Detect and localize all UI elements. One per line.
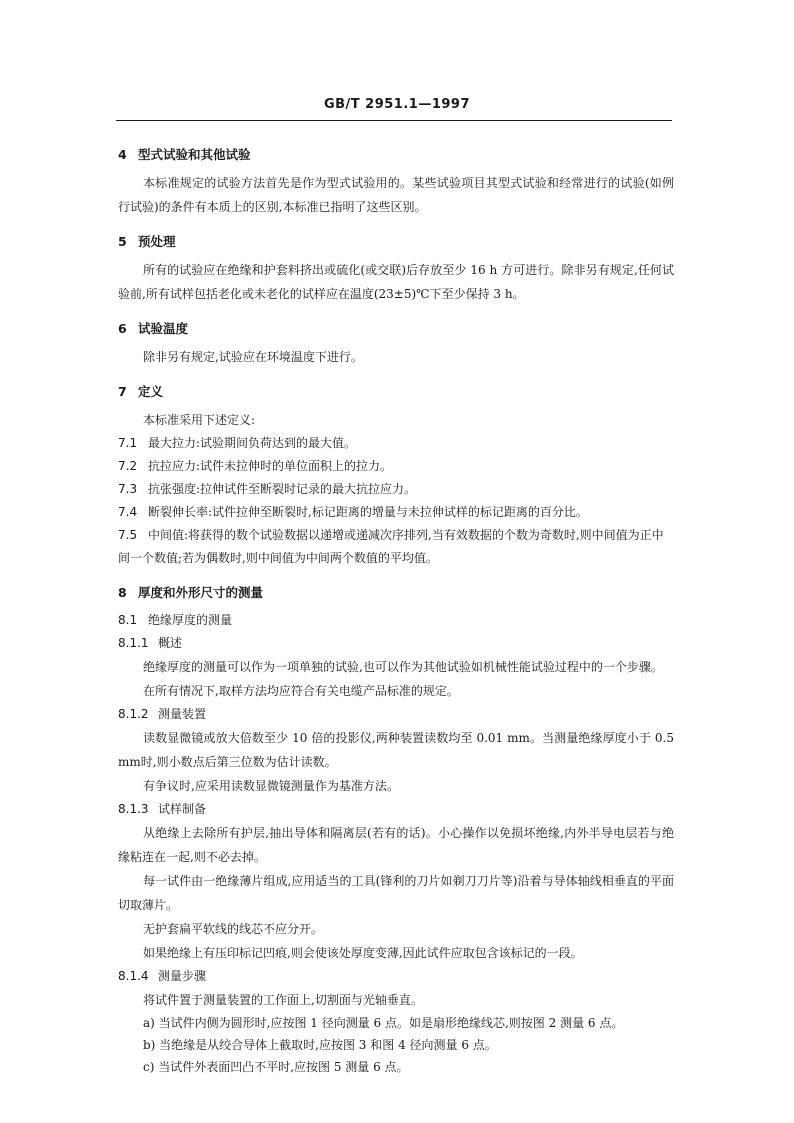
subsection-title: 测量步骤 (158, 969, 207, 983)
paragraph: 将试件置于测量装置的工作面上,切割面与光轴垂直。 (143, 993, 423, 1007)
subsection-number: 8.1.3 (118, 802, 149, 816)
list-item: b) 当绝缘是从绞合导体上截取时,应按图 3 和图 4 径向测量 6 点。 (143, 1038, 497, 1052)
paragraph: 从绝缘上去除所有护层,抽出导体和隔离层(若有的话)。小心操作以免损坏绝缘,内外半导电层若与绝缘粘连在一起,则不必去掉。 (118, 826, 674, 864)
subsection-title: 测量装置 (158, 707, 207, 721)
paragraph: 无护套扁平软线的线芯不应分开。 (143, 922, 324, 936)
definition-text: 抗拉应力:试件未拉伸时的单位面积上的拉力。 (148, 459, 393, 473)
subsection-number: 8.1.4 (118, 969, 149, 983)
paragraph: 绝缘厚度的测量可以作为一项单独的试验,也可以作为其他试验如机械性能试验过程中的一个步骤。 (143, 660, 663, 674)
definition-number: 7.5 (118, 528, 138, 542)
definition-number: 7.2 (118, 459, 138, 473)
section-number: 8 (118, 585, 127, 600)
header-rule (116, 120, 672, 121)
section-heading-6 (118, 318, 674, 339)
paragraph: 本标准采用下述定义: (143, 413, 256, 427)
definition-text: 最大拉力:试验期间负荷达到的最大值。 (148, 436, 357, 450)
definition-text: 抗张强度:拉伸试件至断裂时记录的最大抗拉应力。 (148, 482, 417, 496)
definition-number: 7.3 (118, 482, 138, 496)
definition-item (118, 478, 674, 501)
section-number: 7 (118, 384, 127, 399)
subsection-number: 8.1.2 (118, 707, 149, 721)
section-number: 5 (118, 234, 127, 249)
paragraph: 所有的试验应在绝缘和护套料挤出或硫化(或交联)后存放至少 16 h 方可进行。除非另有规定,任何试验前,所有试样包括老化或未老化的试样应在温度(23±5)℃下至少保持 3 h。 (118, 263, 674, 301)
subsection-heading-8-1-3 (118, 798, 674, 821)
section-heading-7 (118, 381, 674, 402)
section-title: 试验温度 (138, 321, 189, 336)
list-item: c) 当试件外表面凹凸不平时,应按图 5 测量 6 点。 (143, 1060, 409, 1074)
subsection-heading-8-1-2 (118, 703, 674, 726)
subsection-title: 概述 (158, 636, 183, 650)
section-heading-5 (118, 231, 674, 252)
section-heading-8 (118, 582, 674, 603)
document-body (118, 144, 674, 1078)
subsection-heading-8-1-1 (118, 632, 674, 655)
definition-text: 断裂伸长率:试件拉伸至断裂时,标记距离的增量与未拉伸试样的标记距离的百分比。 (148, 505, 588, 519)
definition-item (118, 501, 674, 524)
subsection-number: 8.1 (118, 613, 138, 627)
section-title: 厚度和外形尺寸的测量 (138, 585, 264, 600)
subsection-title: 绝缘厚度的测量 (148, 613, 233, 627)
paragraph: 在所有情况下,取样方法均应符合有关电缆产品标准的规定。 (143, 684, 459, 698)
paragraph: 如果绝缘上有压印标记凹痕,则会使该处厚度变薄,因此试件应取包含该标记的一段。 (143, 946, 583, 960)
definition-text: 中间值:将获得的数个试验数据以递增或递减次序排列,当有效数据的个数为奇数时,则中间值为正中间一个数值;若为偶数时,则中间值为中间两个数值的平均值。 (118, 528, 664, 565)
paragraph: 每一试件由一绝缘薄片组成,应用适当的工具(锋利的刀片如剃刀刀片等)沿着与导体轴线相垂直的平面切取薄片。 (118, 874, 674, 912)
subsection-heading-8-1 (118, 609, 674, 632)
section-title: 预处理 (138, 234, 176, 249)
definition-number: 7.1 (118, 436, 138, 450)
paragraph: 本标准规定的试验方法首先是作为型式试验用的。某些试验项目其型式试验和经常进行的试验(如例行试验)的条件有本质上的区别,本标准已指明了这些区别。 (118, 176, 674, 214)
section-heading-4 (118, 144, 674, 165)
subsection-heading-8-1-4 (118, 965, 674, 988)
section-title: 型式试验和其他试验 (138, 147, 251, 162)
paragraph: 读数显微镜或放大倍数至少 10 倍的投影仪,两种装置读数均至 0.01 mm。当测量绝缘厚度小于 0.5 mm时,则小数点后第三位数为估计读数。 (118, 731, 674, 769)
section-title: 定义 (138, 384, 164, 399)
standard-code: GB/T 2951.1—1997 (323, 97, 471, 112)
definition-item (118, 524, 674, 570)
definition-item (118, 455, 674, 478)
definition-item (118, 432, 674, 455)
paragraph: 有争议时,应采用读数显微镜测量作为基准方法。 (143, 779, 399, 793)
list-item: a) 当试件内侧为圆形时,应按图 1 径向测量 6 点。如是扇形绝缘线芯,则按图 2 测量 6 点。 (143, 1016, 624, 1030)
section-number: 6 (118, 321, 127, 336)
definition-number: 7.4 (118, 505, 138, 519)
paragraph: 除非另有规定,试验应在环境温度下进行。 (143, 350, 363, 364)
subsection-number: 8.1.1 (118, 636, 149, 650)
subsection-title: 试样制备 (158, 802, 207, 816)
section-number: 4 (118, 147, 127, 162)
